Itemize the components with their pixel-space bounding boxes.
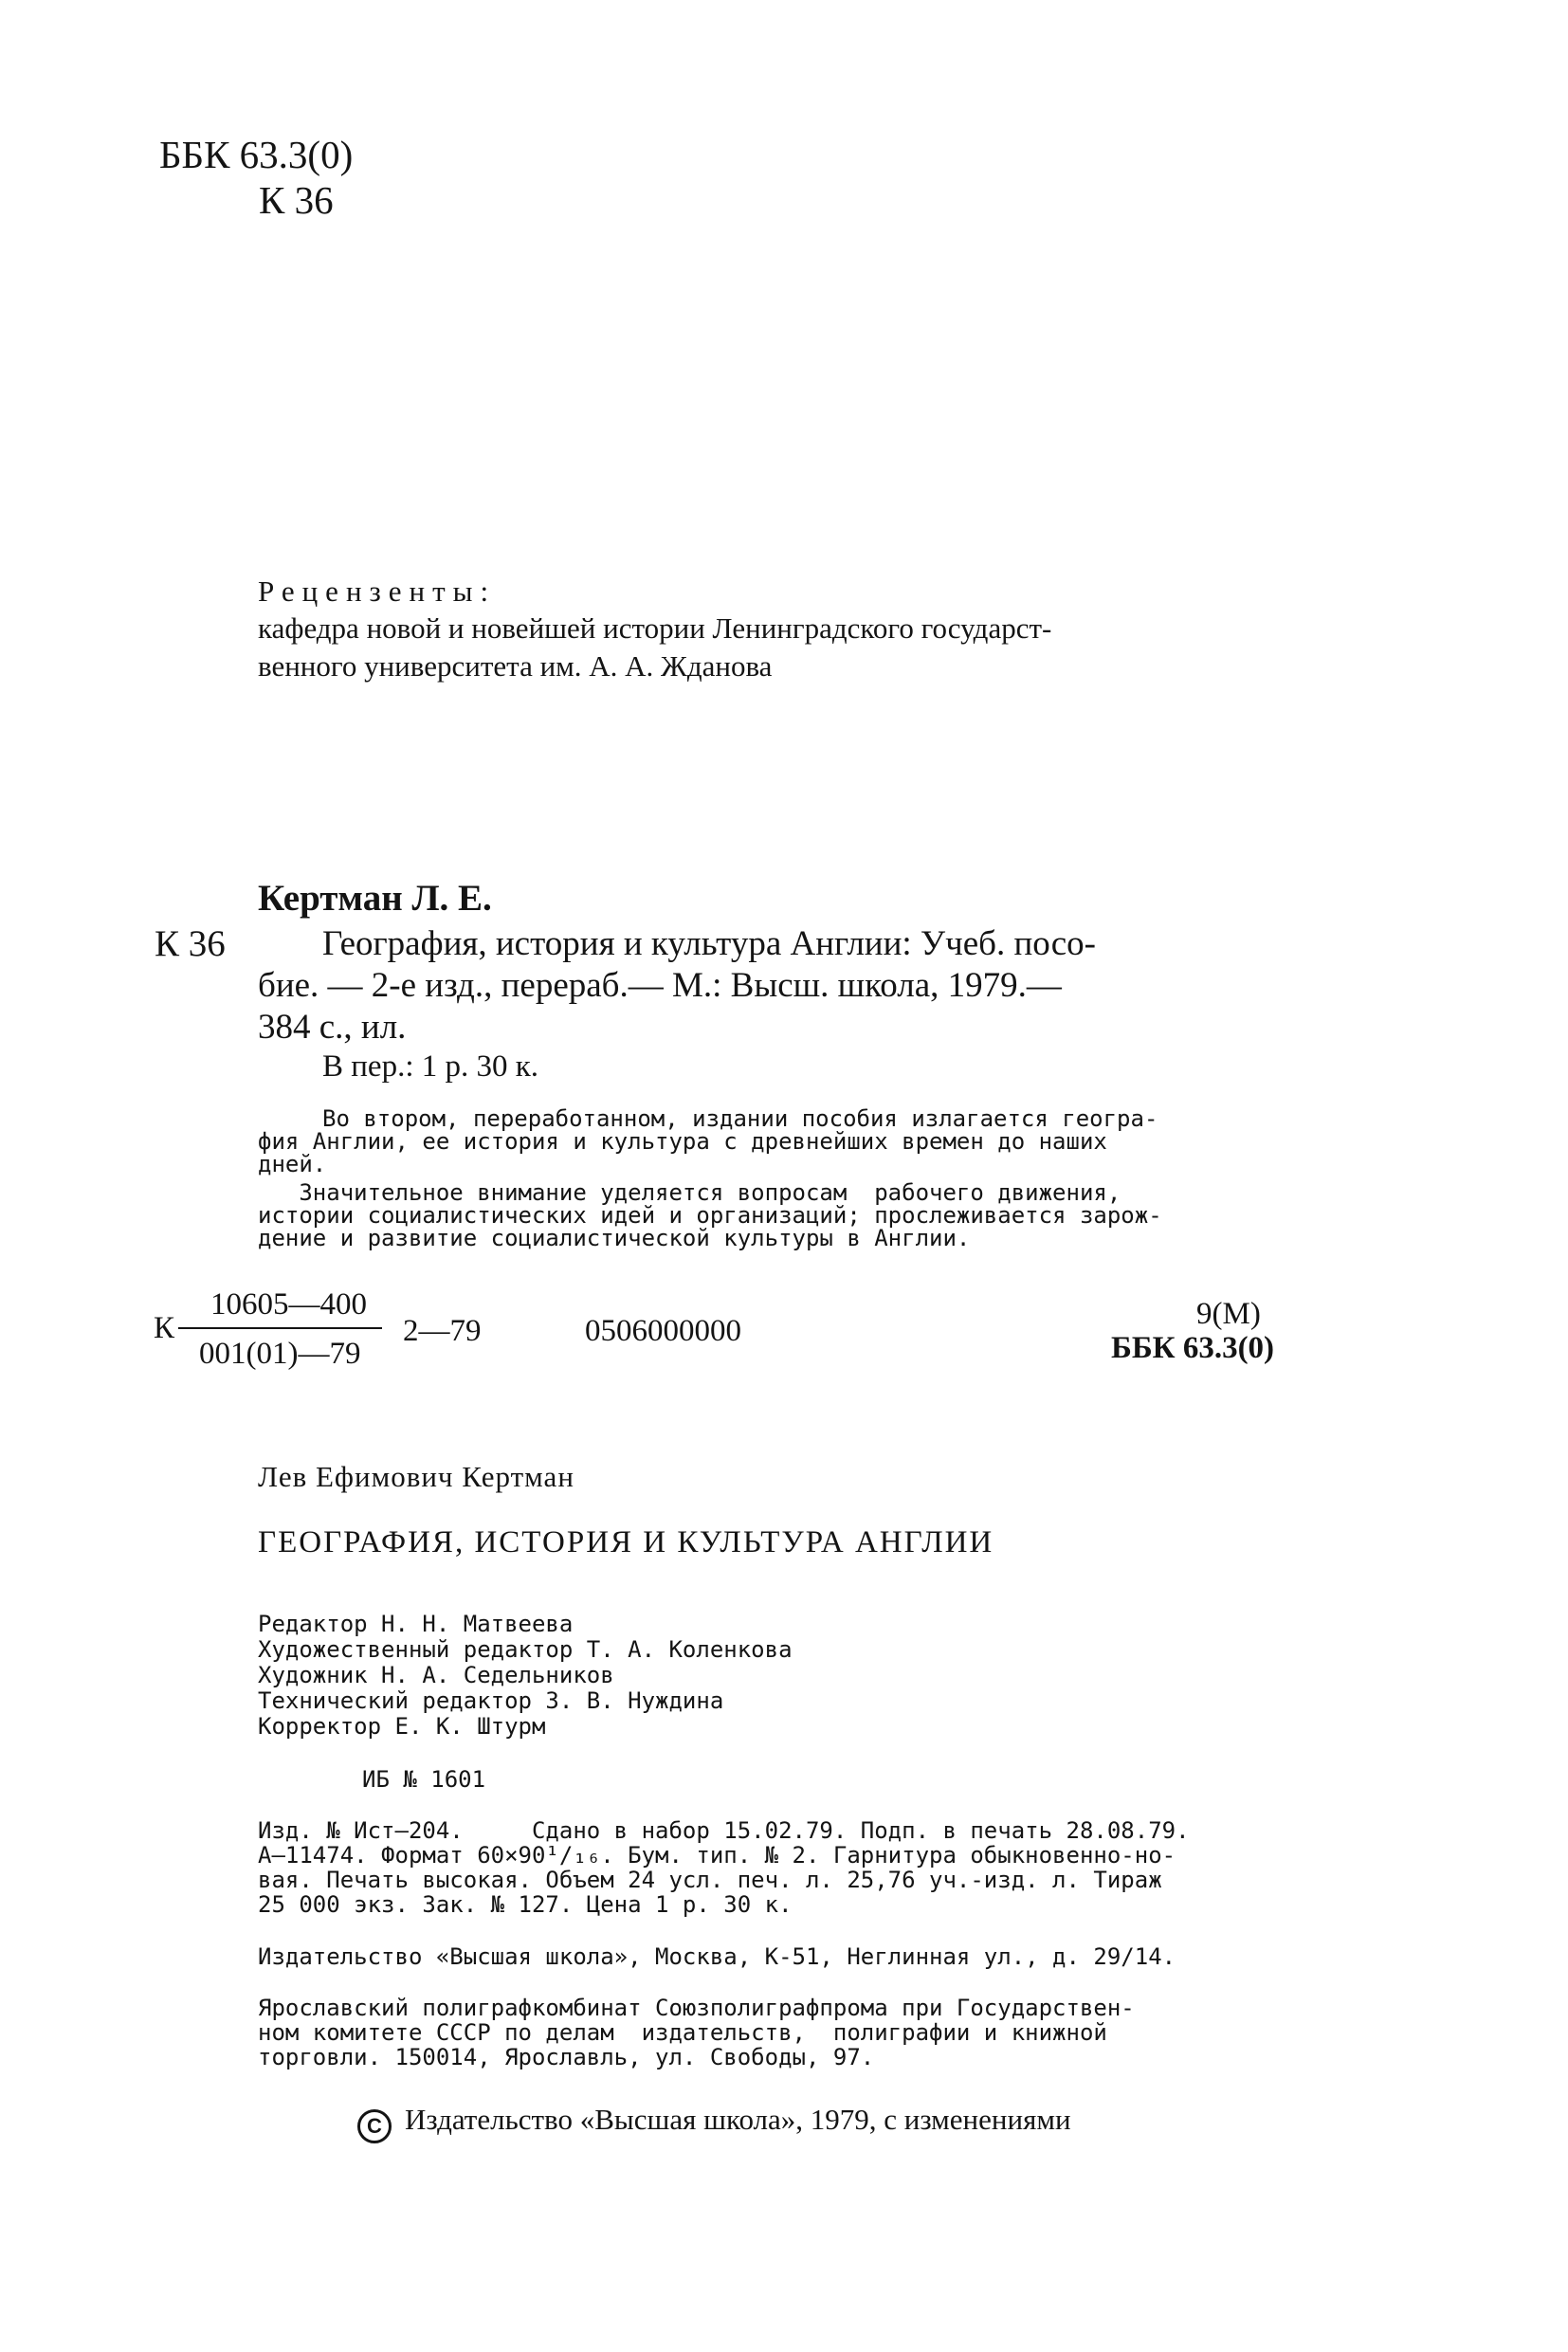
catalog-line-3: 384 с., ил. — [258, 1008, 407, 1047]
printer-line-2: ном комитете СССР по делам издательств, полиграфии и книжной — [258, 2019, 1107, 2046]
copyright-icon: C — [357, 2109, 392, 2143]
code-letter: К — [154, 1311, 175, 1345]
code-numerator: 10605—400 — [210, 1287, 367, 1322]
printer-line-1: Ярославский полиграфкомбинат Союзполиграфпрома при Государствен- — [258, 1995, 1135, 2021]
production-line-1: Изд. № Ист—204. Сдано в набор 15.02.79. Подп. в печать 28.08.79. — [258, 1817, 1190, 1844]
author-mark: К 36 — [259, 178, 334, 222]
catalog-author: Кертман Л. Е. — [258, 878, 492, 919]
catalog-price: В пер.: 1 р. 30 к. — [322, 1049, 539, 1084]
abstract-line-4: Значительное внимание уделяется вопросам рабочего движения, — [258, 1179, 1121, 1206]
credit-proofreader: Корректор Е. К. Штурм — [258, 1713, 546, 1740]
ib-number: ИБ № 1601 — [362, 1766, 486, 1793]
abstract-line-5: истории социалистических идей и организаций; прослеживается зарож- — [258, 1202, 1162, 1229]
reviewers-label: Рецензенты: — [258, 574, 497, 608]
abstract-line-3: дней. — [258, 1151, 327, 1177]
abstract-line-6: дение и развитие социалистической культуры в Англии. — [258, 1225, 971, 1251]
catalog-line-2: бие. — 2-е изд., перераб.— М.: Высш. школа, 1979.— — [258, 966, 1062, 1005]
production-line-4: 25 000 экз. Зак. № 127. Цена 1 р. 30 к. — [258, 1891, 793, 1918]
copyright-line — [357, 2103, 1071, 2143]
imprint-author: Лев Ефимович Кертман — [258, 1460, 574, 1493]
code-number: 0506000000 — [585, 1314, 741, 1348]
publisher-address: Издательство «Высшая школа», Москва, К-51, Неглинная ул., д. 29/14. — [258, 1943, 1176, 1970]
catalog-line-1: География, история и культура Англии: Учеб. посо- — [322, 924, 1096, 963]
bbk-index: ББК 63.3(0) — [159, 133, 354, 176]
production-line-2: А—11474. Формат 60×90¹/₁₆. Бум. тип. № 2. Гарнитура обыкновенно-но- — [258, 1842, 1176, 1869]
imprint-title: ГЕОГРАФИЯ, ИСТОРИЯ И КУЛЬТУРА АНГЛИИ — [258, 1525, 994, 1559]
copyright-text: Издательство «Высшая школа», 1979, с изменениями — [405, 2103, 1071, 2136]
reviewers-line-2: венного университета им. А. А. Жданова — [258, 649, 773, 683]
credit-artist: Художник Н. А. Седельников — [258, 1662, 614, 1688]
code-series: 2—79 — [403, 1314, 482, 1348]
credit-tech-editor: Технический редактор З. В. Нуждина — [258, 1687, 724, 1714]
class-bbk: ББК 63.3(0) — [1111, 1331, 1275, 1365]
production-line-3: вая. Печать высокая. Объем 24 усл. печ. л. 25,76 уч.-изд. л. Тираж — [258, 1867, 1162, 1893]
catalog-code: К 36 — [155, 923, 226, 964]
fraction-line — [178, 1327, 382, 1329]
code-denominator: 001(01)—79 — [199, 1337, 361, 1371]
reviewers-line-1: кафедра новой и новейшей истории Ленинградского государст- — [258, 611, 1052, 645]
abstract-line-1: Во втором, переработанном, издании пособия излагается геогра- — [322, 1105, 1158, 1132]
abstract-line-2: фия Англии, ее история и культура с древнейших времен до наших — [258, 1128, 1107, 1155]
credit-art-editor: Художественный редактор Т. А. Коленкова — [258, 1636, 793, 1663]
credit-editor: Редактор Н. Н. Матвеева — [258, 1611, 574, 1637]
class-index: 9(М) — [1196, 1297, 1261, 1331]
printer-line-3: торговли. 150014, Ярославль, ул. Свободы, 97. — [258, 2044, 875, 2070]
